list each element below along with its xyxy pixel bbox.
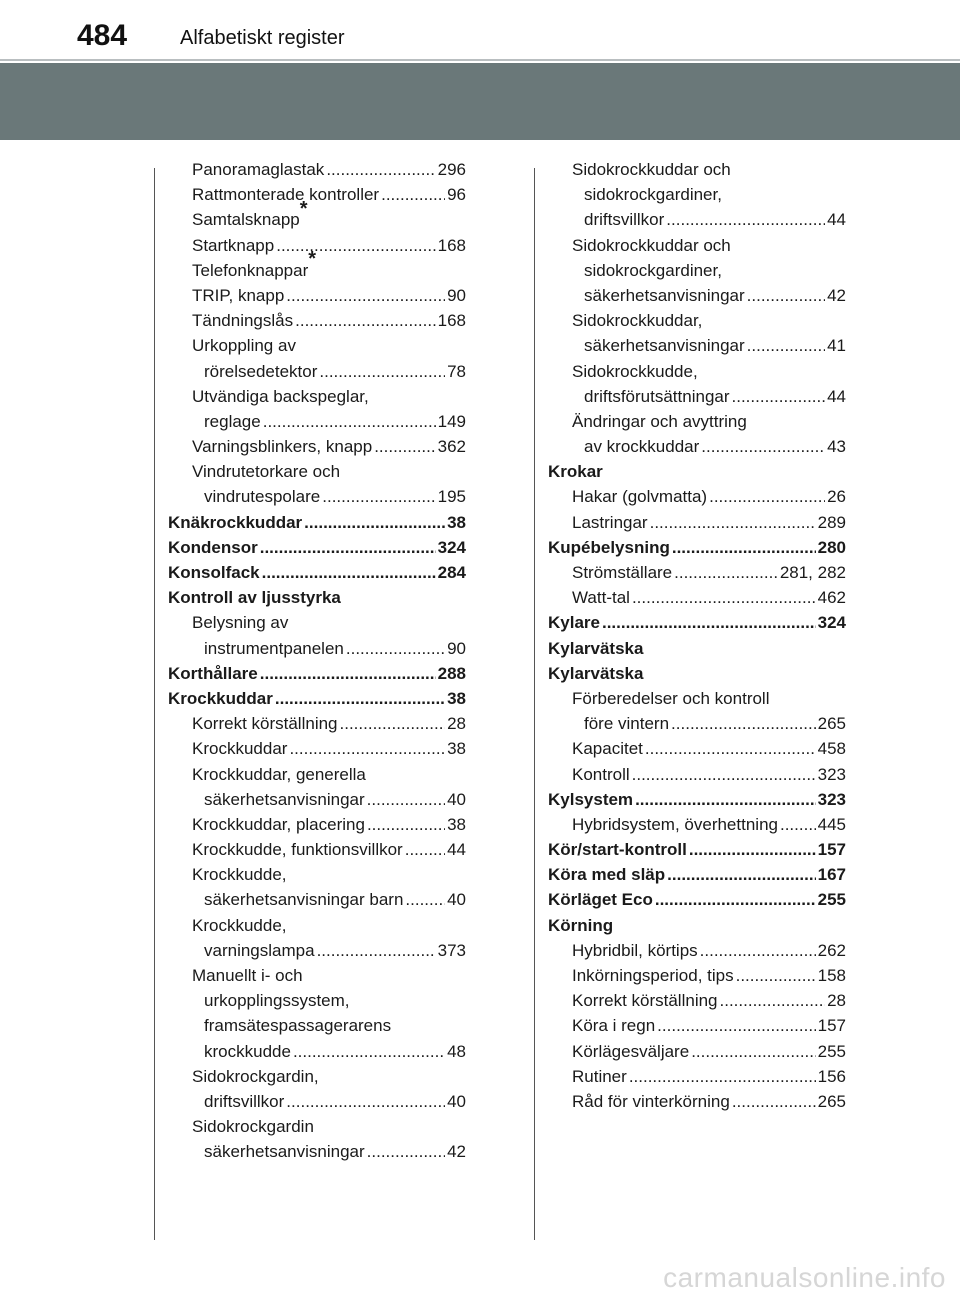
entry-term: Kylare (548, 613, 600, 633)
index-entry (168, 459, 466, 484)
page-number: 484 (76, 19, 128, 52)
index-entry (168, 585, 466, 610)
index-entry (168, 711, 466, 736)
entry-term: Kupébelysning (548, 537, 670, 557)
index-entry (168, 1089, 466, 1114)
index-entry (548, 409, 846, 434)
entry-page: 44 (827, 210, 846, 230)
index-entry (168, 887, 466, 912)
entry-term: Kondensor (168, 537, 258, 557)
dot-leader (293, 1039, 445, 1064)
index-entry (168, 535, 466, 560)
entry-term: Sidokrockkuddar och (572, 160, 731, 179)
entry-term: Utvändiga backspeglar, (192, 386, 369, 406)
entry-page: 296 (437, 160, 466, 179)
dot-leader (340, 711, 446, 736)
dot-leader (674, 560, 778, 585)
entry-page: 44 (447, 840, 466, 860)
entry-page: 262 (817, 940, 846, 960)
entry-term: Hybridbil, körtips (572, 940, 698, 960)
entry-term: Ändringar och avyttring (572, 411, 747, 431)
index-entry (168, 762, 466, 787)
entry-term: Vindrutetorkare och (192, 462, 341, 482)
index-entry (548, 560, 846, 585)
index-entry (168, 1013, 466, 1038)
entry-page: 323 (817, 789, 846, 809)
index-entry (168, 560, 466, 585)
footnote-star: * (308, 248, 317, 271)
dot-leader (367, 812, 445, 837)
index-entry (548, 1064, 846, 1089)
entry-page: 90 (447, 285, 466, 305)
dot-leader (326, 157, 435, 182)
footnote-star: * (299, 197, 308, 220)
entry-page: 362 (437, 437, 466, 457)
entry-term: Varningsblinkers, knapp (192, 437, 373, 457)
index-entry (548, 661, 846, 686)
entry-page: 38 (447, 688, 466, 708)
entry-term: reglage (204, 411, 261, 431)
index-entry (548, 837, 846, 862)
index-entry (168, 913, 466, 938)
entry-page: 458 (817, 739, 846, 759)
index-entry (548, 207, 846, 232)
dot-leader (747, 283, 825, 308)
index-entry (168, 610, 466, 635)
entry-term: sidokrockgardiner, (584, 260, 722, 280)
entry-term: varningslampa (204, 940, 315, 960)
index-entry (548, 283, 846, 308)
index-entry (548, 359, 846, 384)
entry-page: 324 (437, 537, 466, 557)
index-entry (548, 308, 846, 333)
entry-page: 255 (817, 1041, 846, 1061)
entry-page: 324 (817, 613, 846, 633)
entry-page: 26 (827, 487, 846, 507)
index-entry (548, 610, 846, 635)
dot-leader (701, 434, 825, 459)
index-column-left (168, 157, 466, 1165)
entry-page: 156 (817, 1066, 846, 1086)
entry-term: Panoramaglastak (192, 160, 325, 179)
index-entry (548, 711, 846, 736)
entry-page: 373 (437, 940, 466, 960)
index-entry (548, 938, 846, 963)
entry-term: Kapacitet (572, 739, 643, 759)
dot-leader (374, 434, 435, 459)
dot-leader (602, 610, 816, 635)
entry-page: 28 (827, 991, 846, 1011)
entry-term: Råd för vinterkörning (572, 1091, 730, 1111)
dot-leader (629, 1064, 816, 1089)
watermark: carmanualsonline.info (663, 1262, 946, 1293)
index-entry (168, 1139, 466, 1164)
dot-leader (367, 787, 445, 812)
index-entry (168, 1039, 466, 1064)
index-entry (548, 510, 846, 535)
entry-page: 265 (817, 714, 846, 734)
entry-page: 48 (447, 1041, 466, 1061)
index-entry (168, 938, 466, 963)
dot-leader (262, 560, 436, 585)
entry-term: Körning (548, 915, 614, 935)
entry-term: säkerhetsanvisningar barn (204, 890, 404, 910)
index-entry (548, 585, 846, 610)
dot-leader (709, 484, 825, 509)
entry-term: instrumentpanelen (204, 638, 344, 658)
index-entry (548, 1089, 846, 1114)
entry-term: TRIP, knapp (192, 285, 285, 305)
index-entry (548, 736, 846, 761)
entry-term: Korthållare (168, 663, 258, 683)
index-entry (168, 333, 466, 358)
entry-term: av krockkuddar (584, 437, 700, 457)
index-entry (168, 787, 466, 812)
entry-term: Rutiner (572, 1066, 627, 1086)
entry-page: 195 (437, 487, 466, 507)
entry-term: urkopplingssystem, (204, 991, 350, 1011)
dot-leader (322, 484, 435, 509)
dot-leader (732, 384, 826, 409)
dot-leader (736, 963, 816, 988)
index-entry (548, 913, 846, 938)
dot-leader (672, 535, 816, 560)
entry-term: Krockkuddar (168, 688, 273, 708)
dot-leader (720, 988, 826, 1013)
entry-term: Sidokrockkuddar, (572, 311, 703, 331)
entry-term: säkerhetsanvisningar (204, 789, 365, 809)
dot-leader (632, 585, 816, 610)
dot-leader (689, 837, 816, 862)
entry-term: Kontroll av ljusstyrka (168, 588, 341, 608)
entry-page: 40 (447, 789, 466, 809)
entry-term: Krockkuddar (192, 739, 288, 759)
entry-page: 42 (827, 285, 846, 305)
entry-page: 28 (447, 714, 466, 734)
entry-page: 78 (447, 361, 466, 381)
dot-leader (780, 812, 816, 837)
entry-term: Sidokrockkuddar och (572, 235, 731, 255)
entry-term: Köra med släp (548, 865, 666, 885)
index-entry (168, 636, 466, 661)
dot-leader (732, 1089, 816, 1114)
entry-page: 38 (447, 814, 466, 834)
dot-leader (691, 1039, 815, 1064)
entry-term: före vintern (584, 714, 670, 734)
entry-term: Krockkudde, (192, 915, 287, 935)
dot-leader (317, 938, 436, 963)
entry-page: 167 (817, 865, 846, 885)
dot-leader (666, 207, 825, 232)
dot-leader (263, 409, 436, 434)
index-entry (548, 686, 846, 711)
entry-term: Krockkudde, funktionsvillkor (192, 840, 403, 860)
entry-term: Startknapp (192, 235, 275, 255)
entry-term: Sidokrockgardin, (192, 1066, 319, 1086)
entry-term: rörelsedetektor (204, 361, 318, 381)
index-entry (548, 862, 846, 887)
header-band (0, 63, 960, 140)
index-entry (168, 434, 466, 459)
page-title: Alfabetiskt register (180, 27, 345, 49)
entry-term: krockkudde (204, 1041, 291, 1061)
entry-page: 255 (817, 890, 846, 910)
dot-leader (289, 736, 445, 761)
entry-term: Krokar (548, 462, 603, 482)
entry-term: Korrekt körställning (572, 991, 718, 1011)
index-entry (168, 197, 466, 232)
entry-page: 41 (827, 336, 846, 356)
dot-leader (405, 837, 445, 862)
entry-term: Körlägesväljare (572, 1041, 690, 1061)
entry-page: 40 (447, 890, 466, 910)
dot-leader (405, 887, 445, 912)
entry-page: 289 (817, 512, 846, 532)
entry-term: Kylsystem (548, 789, 634, 809)
dot-leader (319, 359, 445, 384)
column-divider-right (534, 168, 535, 1240)
dot-leader (276, 233, 435, 258)
entry-term: säkerhetsanvisningar (584, 285, 745, 305)
entry-page: 149 (437, 411, 466, 431)
entry-term: Hakar (golvmatta) (572, 487, 708, 507)
entry-page: 38 (447, 739, 466, 759)
entry-term: Krockkudde, (192, 865, 287, 885)
index-entry (548, 1013, 846, 1038)
dot-leader (367, 1139, 445, 1164)
entry-term: Lastringar (572, 512, 648, 532)
entry-term: framsätespassagerarens (204, 1016, 392, 1036)
dot-leader (286, 283, 445, 308)
entry-page: 38 (447, 512, 466, 532)
entry-term: Krockkuddar, generella (192, 764, 366, 784)
dot-leader (275, 686, 445, 711)
index-entry (168, 484, 466, 509)
dot-leader (260, 535, 436, 560)
entry-term: Samtalsknapp (192, 210, 300, 230)
entry-term: Sidokrockkudde, (572, 361, 698, 381)
entry-term: driftsförutsättningar (584, 386, 730, 406)
index-entry (548, 258, 846, 283)
entry-page: 281, 282 (779, 563, 846, 582)
dot-leader (700, 938, 816, 963)
index-entry (168, 988, 466, 1013)
entry-term: Inkörningsperiod, tips (572, 966, 734, 985)
entry-term: driftsvillkor (204, 1091, 285, 1111)
entry-term: Krockkuddar, placering (192, 814, 365, 834)
index-entry (168, 1114, 466, 1139)
index-entry (548, 182, 846, 207)
entry-term: säkerhetsanvisningar (584, 336, 745, 356)
entry-term: Rattmonterade kontroller (192, 185, 380, 205)
index-entry (548, 459, 846, 484)
dot-leader (304, 510, 445, 535)
index-entry (548, 887, 846, 912)
entry-page: 44 (827, 386, 846, 406)
index-entry (168, 248, 466, 283)
dot-leader (657, 1013, 815, 1038)
dot-leader (632, 762, 816, 787)
entry-term: Kör/start-kontroll (548, 840, 687, 860)
index-entry (548, 787, 846, 812)
entry-page: 158 (817, 966, 846, 985)
entry-term: Korrekt körställning (192, 714, 338, 734)
index-entry (548, 636, 846, 661)
entry-page: 43 (827, 437, 846, 457)
entry-page: 168 (437, 235, 466, 255)
entry-term: Konsolfack (168, 563, 260, 582)
entry-page: 157 (817, 1016, 846, 1036)
dot-leader (635, 787, 816, 812)
dot-leader (346, 636, 445, 661)
entry-term: säkerhetsanvisningar (204, 1142, 365, 1162)
index-entry (168, 837, 466, 862)
index-entry (548, 333, 846, 358)
dot-leader (295, 308, 436, 333)
dot-leader (286, 1089, 445, 1114)
index-entry (168, 510, 466, 535)
index-entry (168, 182, 466, 207)
entry-term: Körläget Eco (548, 890, 653, 910)
entry-term: Tändningslås (192, 311, 294, 331)
index-entry (168, 359, 466, 384)
entry-page: 323 (817, 764, 846, 784)
index-entry (548, 384, 846, 409)
entry-term: Kylarvätska (548, 638, 644, 658)
entry-page: 288 (437, 663, 466, 683)
index-entry (168, 862, 466, 887)
entry-term: vindrutespolare (204, 487, 321, 507)
index-entry (548, 233, 846, 258)
index-entry (168, 661, 466, 686)
entry-page: 168 (437, 311, 466, 331)
dot-leader (645, 736, 816, 761)
entry-term: Watt-tal (572, 588, 630, 608)
entry-term: Kontroll (572, 764, 630, 784)
dot-leader (650, 510, 816, 535)
index-entry (548, 434, 846, 459)
dot-leader (747, 333, 825, 358)
dot-leader (655, 887, 816, 912)
index-entry (168, 686, 466, 711)
index-entry (548, 484, 846, 509)
entry-term: Köra i regn (572, 1016, 656, 1036)
index-entry (548, 762, 846, 787)
dot-leader (671, 711, 816, 736)
index-entry (168, 157, 466, 182)
index-entry (168, 963, 466, 988)
index-entry (548, 1039, 846, 1064)
dot-leader (667, 862, 815, 887)
entry-term: Kylarvätska (548, 663, 644, 683)
entry-page: 96 (447, 185, 466, 205)
entry-term: Sidokrockgardin (192, 1117, 314, 1137)
entry-term: sidokrockgardiner, (584, 185, 722, 205)
entry-term: Knäkrockkuddar (168, 512, 303, 532)
entry-term: Telefonknappar (192, 260, 309, 280)
entry-page: 284 (437, 563, 466, 582)
index-entry (168, 283, 466, 308)
index-entry (168, 308, 466, 333)
index-entry (548, 157, 846, 182)
index-entry (168, 736, 466, 761)
entry-term: Urkoppling av (192, 336, 296, 356)
entry-page: 42 (447, 1142, 466, 1162)
index-entry (548, 988, 846, 1013)
index-column-right (548, 157, 846, 1114)
entry-page: 90 (447, 638, 466, 658)
entry-page: 280 (817, 537, 846, 557)
index-entry (168, 384, 466, 409)
dot-leader (381, 182, 445, 207)
entry-term: Strömställare (572, 563, 673, 582)
header-rule (0, 59, 960, 61)
entry-term: driftsvillkor (584, 210, 665, 230)
index-entry (168, 1064, 466, 1089)
entry-page: 445 (817, 814, 846, 834)
entry-page: 265 (817, 1091, 846, 1111)
index-entry (548, 812, 846, 837)
entry-page: 40 (447, 1091, 466, 1111)
entry-term: Belysning av (192, 613, 289, 633)
entry-page: 462 (817, 588, 846, 608)
column-divider-left (154, 168, 155, 1240)
entry-term: Förberedelser och kontroll (572, 688, 770, 708)
index-entry (168, 812, 466, 837)
entry-term: Manuellt i- och (192, 966, 303, 985)
entry-term: Hybridsystem, överhettning (572, 814, 778, 834)
index-entry (168, 233, 466, 258)
dot-leader (260, 661, 436, 686)
entry-page: 157 (817, 840, 846, 860)
index-entry (168, 409, 466, 434)
index-entry (548, 535, 846, 560)
index-entry (548, 963, 846, 988)
